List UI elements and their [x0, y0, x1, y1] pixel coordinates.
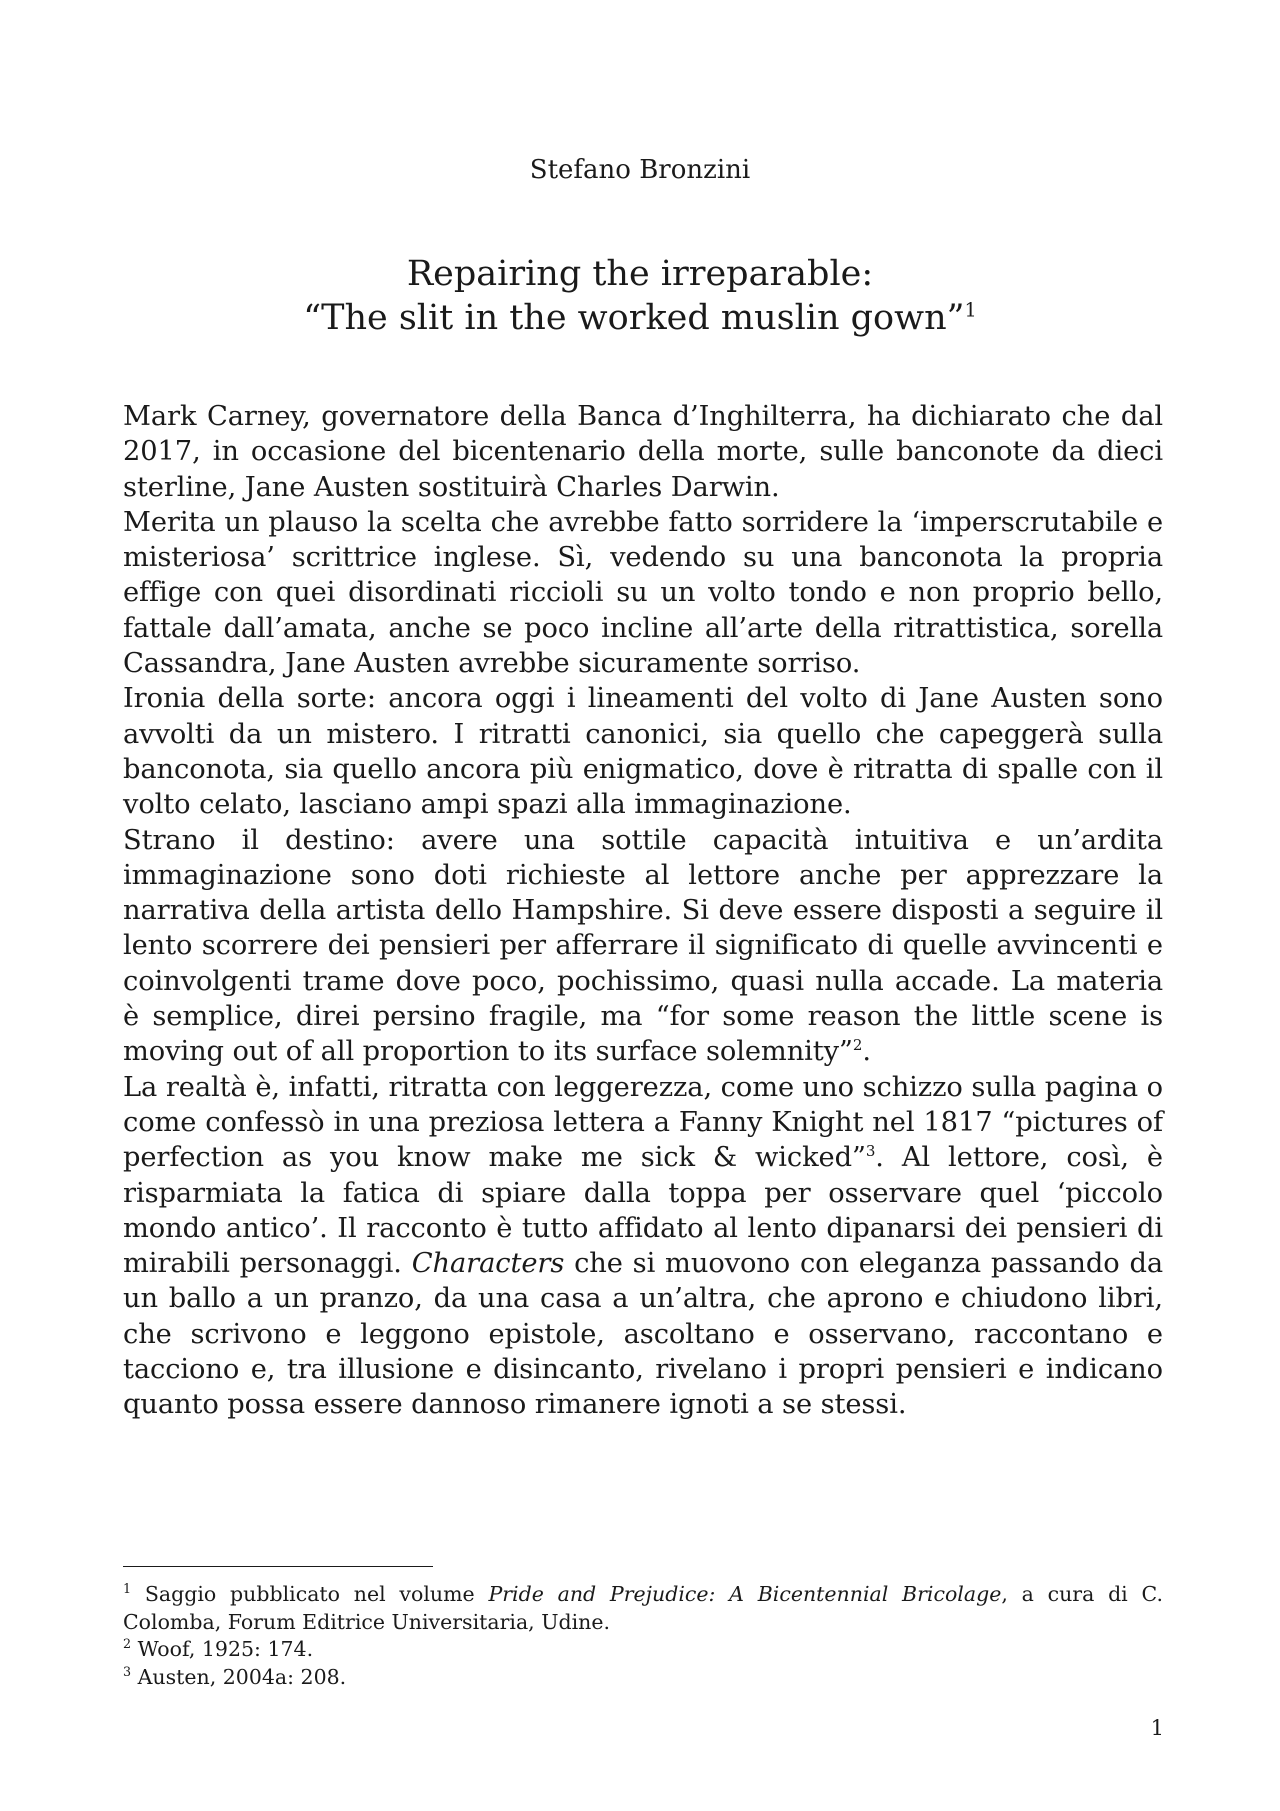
- footnotes: [123, 1581, 1163, 1691]
- paragraph-4: [123, 823, 1163, 1070]
- footnote-2: [123, 1636, 1163, 1664]
- footnote-divider: [123, 1566, 433, 1567]
- title-footnote-ref[interactable]: 1: [964, 298, 977, 322]
- footnote-1-italic: Pride and Prejudice: A Bicentennial Bricolage: [488, 1582, 1002, 1606]
- footnote-3-number: 3: [123, 1663, 132, 1679]
- footnote-2-text: Woof, 1925: 174.: [131, 1637, 314, 1661]
- footnote-2-number: 2: [123, 1636, 132, 1652]
- paragraph-3: Ironia della sorte: ancora oggi i lineamenti del volto di Jane Austen sono avvolti da un mistero. I ritratti canonici, sia quello che capeggerà sulla banconota, sia quello ancora più enigmatico, dove è ritratta di spalle con il volto celato, lasciano ampi spazi alla immaginazione.: [123, 683, 1163, 821]
- paper-title: [0, 252, 1280, 340]
- footnote-1-post: , a cura di C. Colomba, Forum Editrice Universitaria, Udine.: [123, 1582, 1163, 1634]
- paragraph-2: Merita un plauso la scelta che avrebbe fatto sorridere la ‘imperscrutabile e misteriosa’ scrittrice inglese. Sì, vedendo su una banconota la propria effige con quei disordinati riccioli su un volto tondo e non proprio bello, fattale dall’amata, anche se poco incline all’arte della ritrattistica, sorella Cassandra, Jane Austen avrebbe sicuramente sorriso.: [123, 506, 1163, 680]
- footnote-3-text: Austen, 2004a: 208.: [131, 1664, 347, 1689]
- footnote-1: [123, 1581, 1163, 1636]
- page-number: 1: [1150, 1716, 1164, 1740]
- footnote-ref-2[interactable]: 2: [852, 1036, 863, 1055]
- paragraph-5: [123, 1070, 1163, 1423]
- paragraph-4-text: Strano il destino: avere una sottile capacità intuitiva e un’ardita immaginazione sono doti richieste al lettore anche per apprezzare la narrativa della artista dello Hampshire. Si deve essere disposti a seguire il lento scorrere dei pensieri per afferrare il significato di quelle avvincenti e coinvolgenti trame dove poco, pochissimo, quasi nulla accade. La materia è semplice, direi persino fragile, ma “for some reason the little scene is moving out of all proportion to its surface solemnity”: [123, 824, 1163, 1068]
- paragraph-1: Mark Carney, governatore della Banca d’Inghilterra, ha dichiarato che dal 2017, in occasione del bicentenario della morte, sulle banconote da dieci sterline, Jane Austen sostituirà Charles Darwin.: [123, 401, 1163, 503]
- footnote-1-number: 1: [123, 1581, 132, 1597]
- body-text: [123, 399, 1163, 1423]
- author-name: Stefano Bronzini: [529, 155, 751, 185]
- footnote-3: [123, 1664, 1163, 1692]
- paragraph-5-italic: Characters: [411, 1248, 565, 1280]
- paragraph-5-part-1: La realtà è, infatti, ritratta con leggerezza, come uno schizzo sulla pagina o come confessò in una preziosa lettera a Fanny Knight nel 1817 “pictures of perfection as you know make me sick & wicked”: [123, 1071, 1163, 1174]
- paragraph-4-end: .: [862, 1036, 871, 1068]
- title-line-2: [0, 296, 1280, 340]
- footnote-1-pre: Saggio pubblicato nel volume: [131, 1582, 489, 1606]
- title-line-1: Repairing the irreparable:: [406, 254, 874, 294]
- paragraph-5-part-2: . Al lettore, così, è risparmiata la fatica di spiare dalla toppa per osservare quel ‘piccolo mondo antico’. Il racconto è tutto affidato al lento dipanarsi dei pensieri di mirabili personaggi.: [123, 1142, 1163, 1280]
- title-line-2-text: “The slit in the worked muslin gown”: [303, 298, 965, 338]
- footnote-ref-3[interactable]: 3: [865, 1142, 876, 1161]
- paragraph-5-part-3: che si muovono con eleganza passando da un ballo a un pranzo, da una casa a un’altra, che aprono e chiudono libri, che scrivono e leggono epistole, ascoltano e osservano, raccontano e tacciono e, tra illusione e disincanto, rivelano i propri pensieri e indicano quanto possa essere dannoso rimanere ignoti a se stessi.: [123, 1248, 1163, 1421]
